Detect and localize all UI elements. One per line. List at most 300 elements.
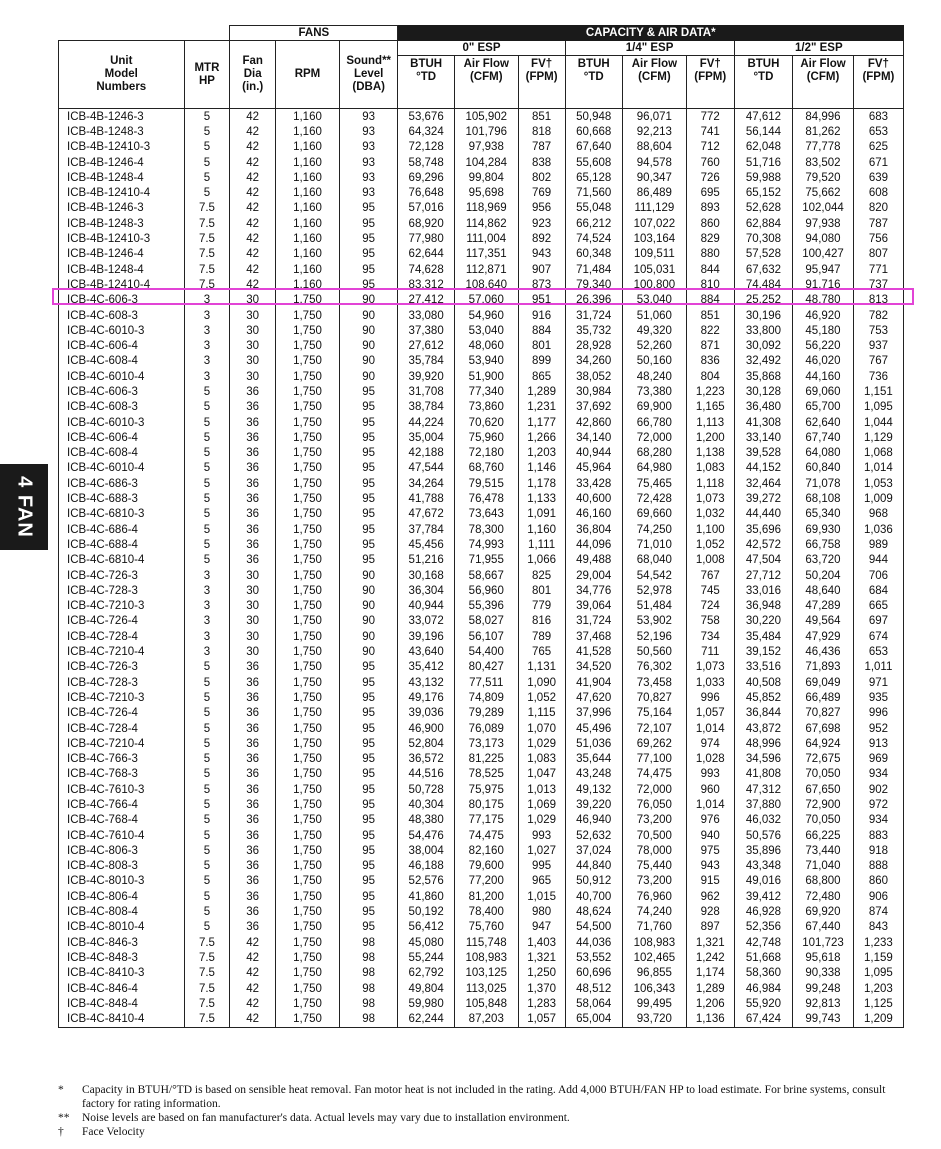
- table-cell: 109,511: [622, 247, 686, 262]
- table-cell: 1,138: [686, 446, 734, 461]
- table-cell: 50,576: [734, 828, 793, 843]
- table-cell: 1,233: [853, 935, 903, 950]
- table-cell: 67,640: [565, 140, 622, 155]
- table-cell: 50,204: [793, 568, 854, 583]
- table-cell: 102,044: [793, 201, 854, 216]
- table-cell: 46,900: [398, 721, 454, 736]
- btuh-header: BTUH °TD: [565, 56, 622, 109]
- table-cell: 1,266: [518, 430, 565, 445]
- table-cell: 57,060: [454, 293, 518, 308]
- table-cell: 1,160: [276, 216, 340, 231]
- table-cell: 5: [184, 124, 230, 139]
- table-cell: 60,668: [565, 124, 622, 139]
- table-cell: 1,036: [853, 522, 903, 537]
- table-cell: 36: [230, 690, 276, 705]
- table-cell: 1,750: [276, 323, 340, 338]
- table-row: [59, 751, 904, 766]
- table-cell: 37,468: [565, 629, 622, 644]
- table-cell: 103,164: [622, 231, 686, 246]
- table-cell: 1,203: [518, 446, 565, 461]
- table-row: [59, 231, 904, 246]
- table-cell: 818: [518, 124, 565, 139]
- table-cell: 91,716: [793, 277, 854, 292]
- table-cell: 30,128: [734, 384, 793, 399]
- table-cell: 102,465: [622, 950, 686, 965]
- table-cell: 3: [184, 293, 230, 308]
- table-cell: 1,070: [518, 721, 565, 736]
- table-cell: 1,750: [276, 874, 340, 889]
- table-cell: 34,140: [565, 430, 622, 445]
- table-cell: 40,700: [565, 889, 622, 904]
- model-number-cell: ICB-4C-608-4: [59, 354, 185, 369]
- table-cell: 39,220: [565, 797, 622, 812]
- table-cell: 95: [339, 889, 398, 904]
- model-number-cell: ICB-4C-726-3: [59, 660, 185, 675]
- table-cell: 3: [184, 599, 230, 614]
- table-cell: 1,750: [276, 950, 340, 965]
- airflow-header: Air Flow (CFM): [793, 56, 854, 109]
- table-cell: 46,928: [734, 904, 793, 919]
- table-cell: 66,489: [793, 690, 854, 705]
- table-cell: 99,804: [454, 170, 518, 185]
- table-cell: 42: [230, 124, 276, 139]
- table-cell: 1,160: [276, 247, 340, 262]
- table-cell: 77,200: [454, 874, 518, 889]
- table-cell: 54,960: [454, 308, 518, 323]
- table-cell: 100,800: [622, 277, 686, 292]
- table-cell: 33,140: [734, 430, 793, 445]
- table-cell: 906: [853, 889, 903, 904]
- model-number-cell: ICB-4C-608-4: [59, 446, 185, 461]
- table-cell: 801: [518, 583, 565, 598]
- table-cell: 1,750: [276, 767, 340, 782]
- table-cell: 42: [230, 201, 276, 216]
- table-cell: 1,750: [276, 1012, 340, 1028]
- table-cell: 36,480: [734, 400, 793, 415]
- btuh-header: BTUH °TD: [398, 56, 454, 109]
- footnote: * Capacity in BTUH/°TD is based on sensible heat removal. Fan motor heat is not included in the rating. Add 4,000 BTUH/FAN HP to load estimate. For brine systems, consult factory for rating information.: [58, 1084, 886, 1110]
- table-cell: 42: [230, 185, 276, 200]
- table-cell: 39,920: [398, 369, 454, 384]
- table-cell: 993: [518, 828, 565, 843]
- table-cell: 33,072: [398, 614, 454, 629]
- table-cell: 47,289: [793, 599, 854, 614]
- model-number-cell: ICB-4C-686-3: [59, 476, 185, 491]
- table-cell: 46,940: [565, 813, 622, 828]
- table-cell: 1,403: [518, 935, 565, 950]
- table-cell: 888: [853, 859, 903, 874]
- table-cell: 55,920: [734, 996, 793, 1011]
- table-cell: 974: [686, 736, 734, 751]
- table-cell: 30,092: [734, 338, 793, 353]
- table-cell: 95: [339, 400, 398, 415]
- table-cell: 95: [339, 859, 398, 874]
- model-number-cell: ICB-4B-1248-3: [59, 216, 185, 231]
- table-cell: 5: [184, 797, 230, 812]
- table-row: [59, 140, 904, 155]
- table-cell: 82,160: [454, 843, 518, 858]
- model-number-cell: ICB-4C-606-4: [59, 338, 185, 353]
- table-cell: 779: [518, 599, 565, 614]
- table-cell: 66,758: [793, 537, 854, 552]
- table-cell: 44,160: [793, 369, 854, 384]
- table-cell: 42,860: [565, 415, 622, 430]
- table-cell: 928: [686, 904, 734, 919]
- table-cell: 54,500: [565, 920, 622, 935]
- table-cell: 32,492: [734, 354, 793, 369]
- table-cell: 95: [339, 660, 398, 675]
- table-cell: 96,855: [622, 966, 686, 981]
- table-cell: 72,000: [622, 782, 686, 797]
- table-cell: 33,080: [398, 308, 454, 323]
- table-cell: 1,209: [853, 1012, 903, 1028]
- table-row: [59, 966, 904, 981]
- table-cell: 74,240: [622, 904, 686, 919]
- table-row: [59, 874, 904, 889]
- table-cell: 787: [853, 216, 903, 231]
- airflow-header: Air Flow (CFM): [454, 56, 518, 109]
- model-number-cell: ICB-4B-12410-4: [59, 277, 185, 292]
- model-number-cell: ICB-4C-7210-3: [59, 599, 185, 614]
- table-cell: 47,504: [734, 553, 793, 568]
- table-cell: 1,095: [853, 966, 903, 981]
- table-cell: 36: [230, 553, 276, 568]
- table-cell: 69,900: [622, 400, 686, 415]
- table-cell: 56,220: [793, 338, 854, 353]
- table-cell: 771: [853, 262, 903, 277]
- table-cell: 753: [853, 323, 903, 338]
- table-cell: 95: [339, 767, 398, 782]
- table-row: [59, 859, 904, 874]
- fv-header: FV† (FPM): [518, 56, 565, 109]
- table-cell: 94,578: [622, 155, 686, 170]
- table-cell: 36: [230, 400, 276, 415]
- table-cell: 55,396: [454, 599, 518, 614]
- table-cell: 31,724: [565, 614, 622, 629]
- table-cell: 1,057: [686, 706, 734, 721]
- table-cell: 76,089: [454, 721, 518, 736]
- table-cell: 7.5: [184, 277, 230, 292]
- model-number-cell: ICB-4B-1246-4: [59, 247, 185, 262]
- table-cell: 46,984: [734, 981, 793, 996]
- table-cell: 36: [230, 782, 276, 797]
- table-cell: 33,800: [734, 323, 793, 338]
- table-cell: 72,428: [622, 491, 686, 506]
- table-cell: 7.5: [184, 231, 230, 246]
- table-cell: 5: [184, 430, 230, 445]
- model-number-cell: ICB-4C-846-4: [59, 981, 185, 996]
- table-cell: 65,152: [734, 185, 793, 200]
- table-cell: 71,955: [454, 553, 518, 568]
- table-cell: 1,160: [276, 277, 340, 292]
- table-cell: 87,203: [454, 1012, 518, 1028]
- table-cell: 42: [230, 966, 276, 981]
- table-cell: 76,478: [454, 491, 518, 506]
- table-row: [59, 491, 904, 506]
- table-cell: 5: [184, 155, 230, 170]
- table-cell: 95: [339, 537, 398, 552]
- table-cell: 75,465: [622, 476, 686, 491]
- table-cell: 26,396: [565, 293, 622, 308]
- section-tab: 4 FAN: [0, 464, 48, 550]
- table-row: [59, 813, 904, 828]
- table-cell: 75,440: [622, 859, 686, 874]
- table-cell: 97,938: [793, 216, 854, 231]
- footnote: † Face Velocity: [58, 1126, 145, 1138]
- table-cell: 90: [339, 293, 398, 308]
- table-cell: 69,930: [793, 522, 854, 537]
- table-cell: 51,716: [734, 155, 793, 170]
- table-cell: 697: [853, 614, 903, 629]
- table-cell: 111,004: [454, 231, 518, 246]
- table-cell: 5: [184, 109, 230, 125]
- table-cell: 74,250: [622, 522, 686, 537]
- table-cell: 1,159: [853, 950, 903, 965]
- table-cell: 95: [339, 751, 398, 766]
- table-cell: 1,047: [518, 767, 565, 782]
- table-cell: 93: [339, 140, 398, 155]
- table-cell: 72,000: [622, 430, 686, 445]
- table-cell: 1,750: [276, 400, 340, 415]
- table-cell: 41,788: [398, 491, 454, 506]
- table-row: [59, 996, 904, 1011]
- unit-model-header: Unit Model Numbers: [59, 41, 185, 109]
- table-cell: 51,216: [398, 553, 454, 568]
- model-number-cell: ICB-4C-728-4: [59, 629, 185, 644]
- table-cell: 865: [518, 369, 565, 384]
- table-cell: 996: [686, 690, 734, 705]
- table-cell: 1,750: [276, 920, 340, 935]
- table-cell: 36: [230, 797, 276, 812]
- table-cell: 58,360: [734, 966, 793, 981]
- table-cell: 1,160: [276, 185, 340, 200]
- table-cell: 51,060: [622, 308, 686, 323]
- table-cell: 95: [339, 247, 398, 262]
- table-cell: 95: [339, 706, 398, 721]
- model-number-cell: ICB-4B-1248-4: [59, 262, 185, 277]
- table-cell: 40,600: [565, 491, 622, 506]
- table-cell: 73,440: [793, 843, 854, 858]
- table-cell: 1,750: [276, 583, 340, 598]
- table-cell: 1,750: [276, 415, 340, 430]
- table-cell: 69,049: [793, 675, 854, 690]
- table-cell: 5: [184, 889, 230, 904]
- table-row: [59, 614, 904, 629]
- table-cell: 52,628: [734, 201, 793, 216]
- table-cell: 3: [184, 369, 230, 384]
- table-cell: 72,900: [793, 797, 854, 812]
- table-cell: 66,212: [565, 216, 622, 231]
- table-cell: 76,050: [622, 797, 686, 812]
- table-cell: 118,969: [454, 201, 518, 216]
- table-cell: 42: [230, 247, 276, 262]
- table-cell: 745: [686, 583, 734, 598]
- model-number-cell: ICB-4C-7210-4: [59, 736, 185, 751]
- table-cell: 95: [339, 828, 398, 843]
- table-cell: 75,760: [454, 920, 518, 935]
- table-cell: 49,564: [793, 614, 854, 629]
- table-cell: 802: [518, 170, 565, 185]
- table-cell: 5: [184, 461, 230, 476]
- table-cell: 1,160: [276, 201, 340, 216]
- table-cell: 937: [853, 338, 903, 353]
- table-cell: 34,264: [398, 476, 454, 491]
- table-cell: 69,060: [793, 384, 854, 399]
- table-cell: 35,732: [565, 323, 622, 338]
- table-row: [59, 828, 904, 843]
- table-cell: 35,896: [734, 843, 793, 858]
- table-cell: 37,024: [565, 843, 622, 858]
- table-cell: 95: [339, 201, 398, 216]
- table-cell: 639: [853, 170, 903, 185]
- table-cell: 48,060: [454, 338, 518, 353]
- table-cell: 90: [339, 629, 398, 644]
- table-cell: 53,940: [454, 354, 518, 369]
- table-cell: 1,750: [276, 461, 340, 476]
- table-row: [59, 690, 904, 705]
- table-cell: 1,115: [518, 706, 565, 721]
- table-cell: 1,014: [686, 721, 734, 736]
- table-cell: 3: [184, 354, 230, 369]
- model-number-cell: ICB-4C-6810-3: [59, 507, 185, 522]
- table-cell: 7.5: [184, 966, 230, 981]
- table-cell: 36: [230, 721, 276, 736]
- table-cell: 106,343: [622, 981, 686, 996]
- table-cell: 769: [518, 185, 565, 200]
- table-cell: 68,040: [622, 553, 686, 568]
- table-cell: 892: [518, 231, 565, 246]
- table-cell: 83,312: [398, 277, 454, 292]
- table-cell: 33,428: [565, 476, 622, 491]
- table-cell: 96,071: [622, 109, 686, 125]
- table-cell: 50,948: [565, 109, 622, 125]
- table-cell: 71,760: [622, 920, 686, 935]
- table-cell: 1,052: [686, 537, 734, 552]
- table-cell: 1,750: [276, 369, 340, 384]
- table-cell: 57,016: [398, 201, 454, 216]
- table-row: [59, 843, 904, 858]
- table-cell: 44,840: [565, 859, 622, 874]
- table-cell: 1,118: [686, 476, 734, 491]
- table-cell: 95: [339, 461, 398, 476]
- table-cell: 902: [853, 782, 903, 797]
- table-cell: 29,004: [565, 568, 622, 583]
- table-cell: 95: [339, 813, 398, 828]
- table-cell: 5: [184, 767, 230, 782]
- model-number-cell: ICB-4C-6810-4: [59, 553, 185, 568]
- table-cell: 62,048: [734, 140, 793, 155]
- table-cell: 736: [853, 369, 903, 384]
- model-number-cell: ICB-4C-7210-4: [59, 644, 185, 659]
- table-cell: 33,516: [734, 660, 793, 675]
- table-cell: 1,750: [276, 675, 340, 690]
- table-cell: 737: [853, 277, 903, 292]
- table-cell: 969: [853, 751, 903, 766]
- table-cell: 42: [230, 996, 276, 1011]
- model-number-cell: ICB-4C-806-4: [59, 889, 185, 904]
- table-cell: 48,780: [793, 293, 854, 308]
- table-cell: 40,508: [734, 675, 793, 690]
- table-cell: 95,618: [793, 950, 854, 965]
- table-cell: 108,983: [454, 950, 518, 965]
- table-cell: 95: [339, 430, 398, 445]
- table-cell: 65,004: [565, 1012, 622, 1028]
- model-number-cell: ICB-4C-766-4: [59, 797, 185, 812]
- table-cell: 1,750: [276, 904, 340, 919]
- table-cell: 101,796: [454, 124, 518, 139]
- table-cell: 46,436: [793, 644, 854, 659]
- table-cell: 44,152: [734, 461, 793, 476]
- table-row: [59, 629, 904, 644]
- model-number-cell: ICB-4C-6010-3: [59, 415, 185, 430]
- table-cell: 1,113: [686, 415, 734, 430]
- table-cell: 79,515: [454, 476, 518, 491]
- table-cell: 40,304: [398, 797, 454, 812]
- table-cell: 69,262: [622, 736, 686, 751]
- table-cell: 42: [230, 262, 276, 277]
- table-cell: 56,960: [454, 583, 518, 598]
- table-cell: 72,128: [398, 140, 454, 155]
- table-cell: 53,040: [622, 293, 686, 308]
- table-cell: 90: [339, 583, 398, 598]
- table-cell: 55,244: [398, 950, 454, 965]
- table-cell: 50,728: [398, 782, 454, 797]
- table-cell: 913: [853, 736, 903, 751]
- table-cell: 70,050: [793, 767, 854, 782]
- table-cell: 93: [339, 185, 398, 200]
- table-cell: 625: [853, 140, 903, 155]
- table-cell: 71,560: [565, 185, 622, 200]
- table-cell: 5: [184, 736, 230, 751]
- table-cell: 74,993: [454, 537, 518, 552]
- table-row: [59, 553, 904, 568]
- table-cell: 36: [230, 889, 276, 904]
- table-cell: 95,698: [454, 185, 518, 200]
- table-cell: 62,640: [793, 415, 854, 430]
- table-cell: 34,260: [565, 354, 622, 369]
- table-cell: 38,784: [398, 400, 454, 415]
- table-cell: 765: [518, 644, 565, 659]
- table-cell: 95: [339, 690, 398, 705]
- table-cell: 63,720: [793, 553, 854, 568]
- table-cell: 996: [853, 706, 903, 721]
- table-cell: 90: [339, 599, 398, 614]
- table-cell: 105,848: [454, 996, 518, 1011]
- table-cell: 1,129: [853, 430, 903, 445]
- table-cell: 90: [339, 644, 398, 659]
- table-row: [59, 537, 904, 552]
- table-cell: 1,174: [686, 966, 734, 981]
- table-cell: 918: [853, 843, 903, 858]
- table-cell: 68,108: [793, 491, 854, 506]
- table-cell: 49,488: [565, 553, 622, 568]
- table-cell: 78,300: [454, 522, 518, 537]
- esp-quarter-header: 1/4" ESP: [565, 41, 734, 56]
- table-cell: 1,750: [276, 813, 340, 828]
- table-cell: 57,528: [734, 247, 793, 262]
- table-cell: 74,628: [398, 262, 454, 277]
- table-cell: 46,160: [565, 507, 622, 522]
- table-cell: 1,750: [276, 751, 340, 766]
- table-cell: 1,073: [686, 491, 734, 506]
- table-cell: 1,750: [276, 568, 340, 583]
- table-cell: 45,080: [398, 935, 454, 950]
- table-cell: 5: [184, 751, 230, 766]
- model-number-cell: ICB-4C-606-4: [59, 430, 185, 445]
- table-cell: 99,743: [793, 1012, 854, 1028]
- table-cell: 965: [518, 874, 565, 889]
- table-cell: 5: [184, 782, 230, 797]
